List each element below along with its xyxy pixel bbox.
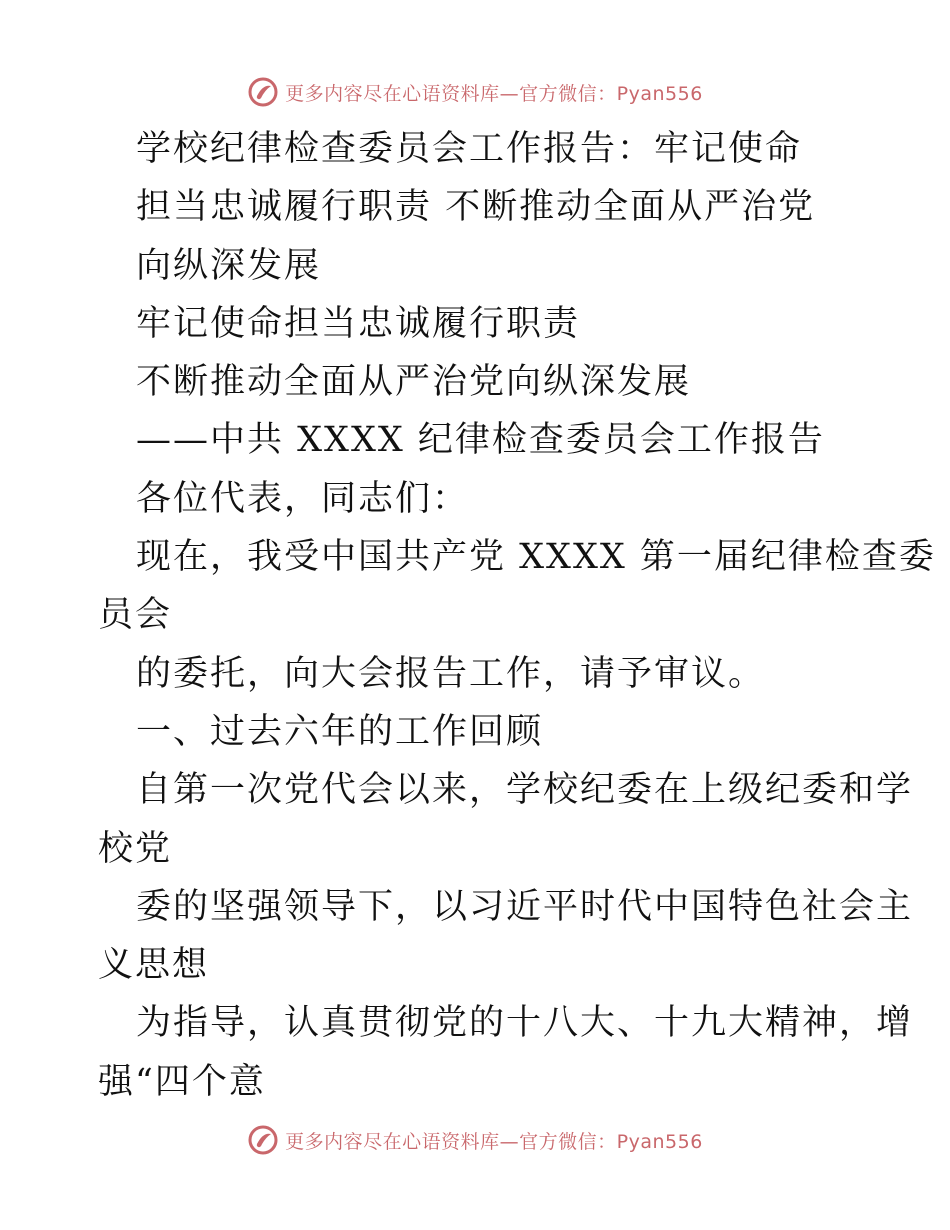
- header-banner: [0, 70, 950, 114]
- text-line: 学校纪律检查委员会工作报告：牢记使命: [136, 129, 803, 169]
- text-line: 担当忠诚履行职责 不断推动全面从严治党: [136, 187, 816, 228]
- text-line: 义思想: [98, 945, 210, 986]
- text-line: 强“四个意: [98, 1061, 266, 1102]
- text-line: 校党: [98, 828, 173, 869]
- text-line: 各位代表，同志们：: [136, 478, 470, 519]
- text-line: 一、过去六年的工作回顾: [136, 711, 544, 752]
- text-line: 向纵深发展: [136, 245, 322, 286]
- document-body: [98, 120, 936, 1111]
- text-line: 的委托，向大会报告工作，请予审议。: [136, 653, 766, 694]
- logo-icon: [247, 1124, 279, 1156]
- text-line: 为指导，认真贯彻党的十八大、十九大精神，增: [136, 1003, 914, 1044]
- footer-banner-text: 更多内容尽在心语资料库—官方微信：Pyan556: [285, 1130, 703, 1153]
- text-line: 不断推动全面从严治党向纵深发展: [136, 362, 692, 403]
- header-banner-text: 更多内容尽在心语资料库—官方微信：Pyan556: [285, 82, 703, 105]
- text-line: ——中共 XXXX 纪律检查委员会工作报告: [136, 420, 825, 461]
- text-line: 委的坚强领导下，以习近平时代中国特色社会主: [136, 886, 914, 927]
- text-line: 牢记使命担当忠诚履行职责: [136, 303, 581, 344]
- text-line: 自第一次党代会以来，学校纪委在上级纪委和学: [136, 770, 914, 811]
- footer-banner: [0, 1118, 950, 1162]
- logo-icon: [247, 76, 279, 108]
- text-line: 员会: [98, 595, 173, 636]
- text-line: 现在，我受中国共产党 XXXX 第一届纪律检查委: [136, 537, 936, 578]
